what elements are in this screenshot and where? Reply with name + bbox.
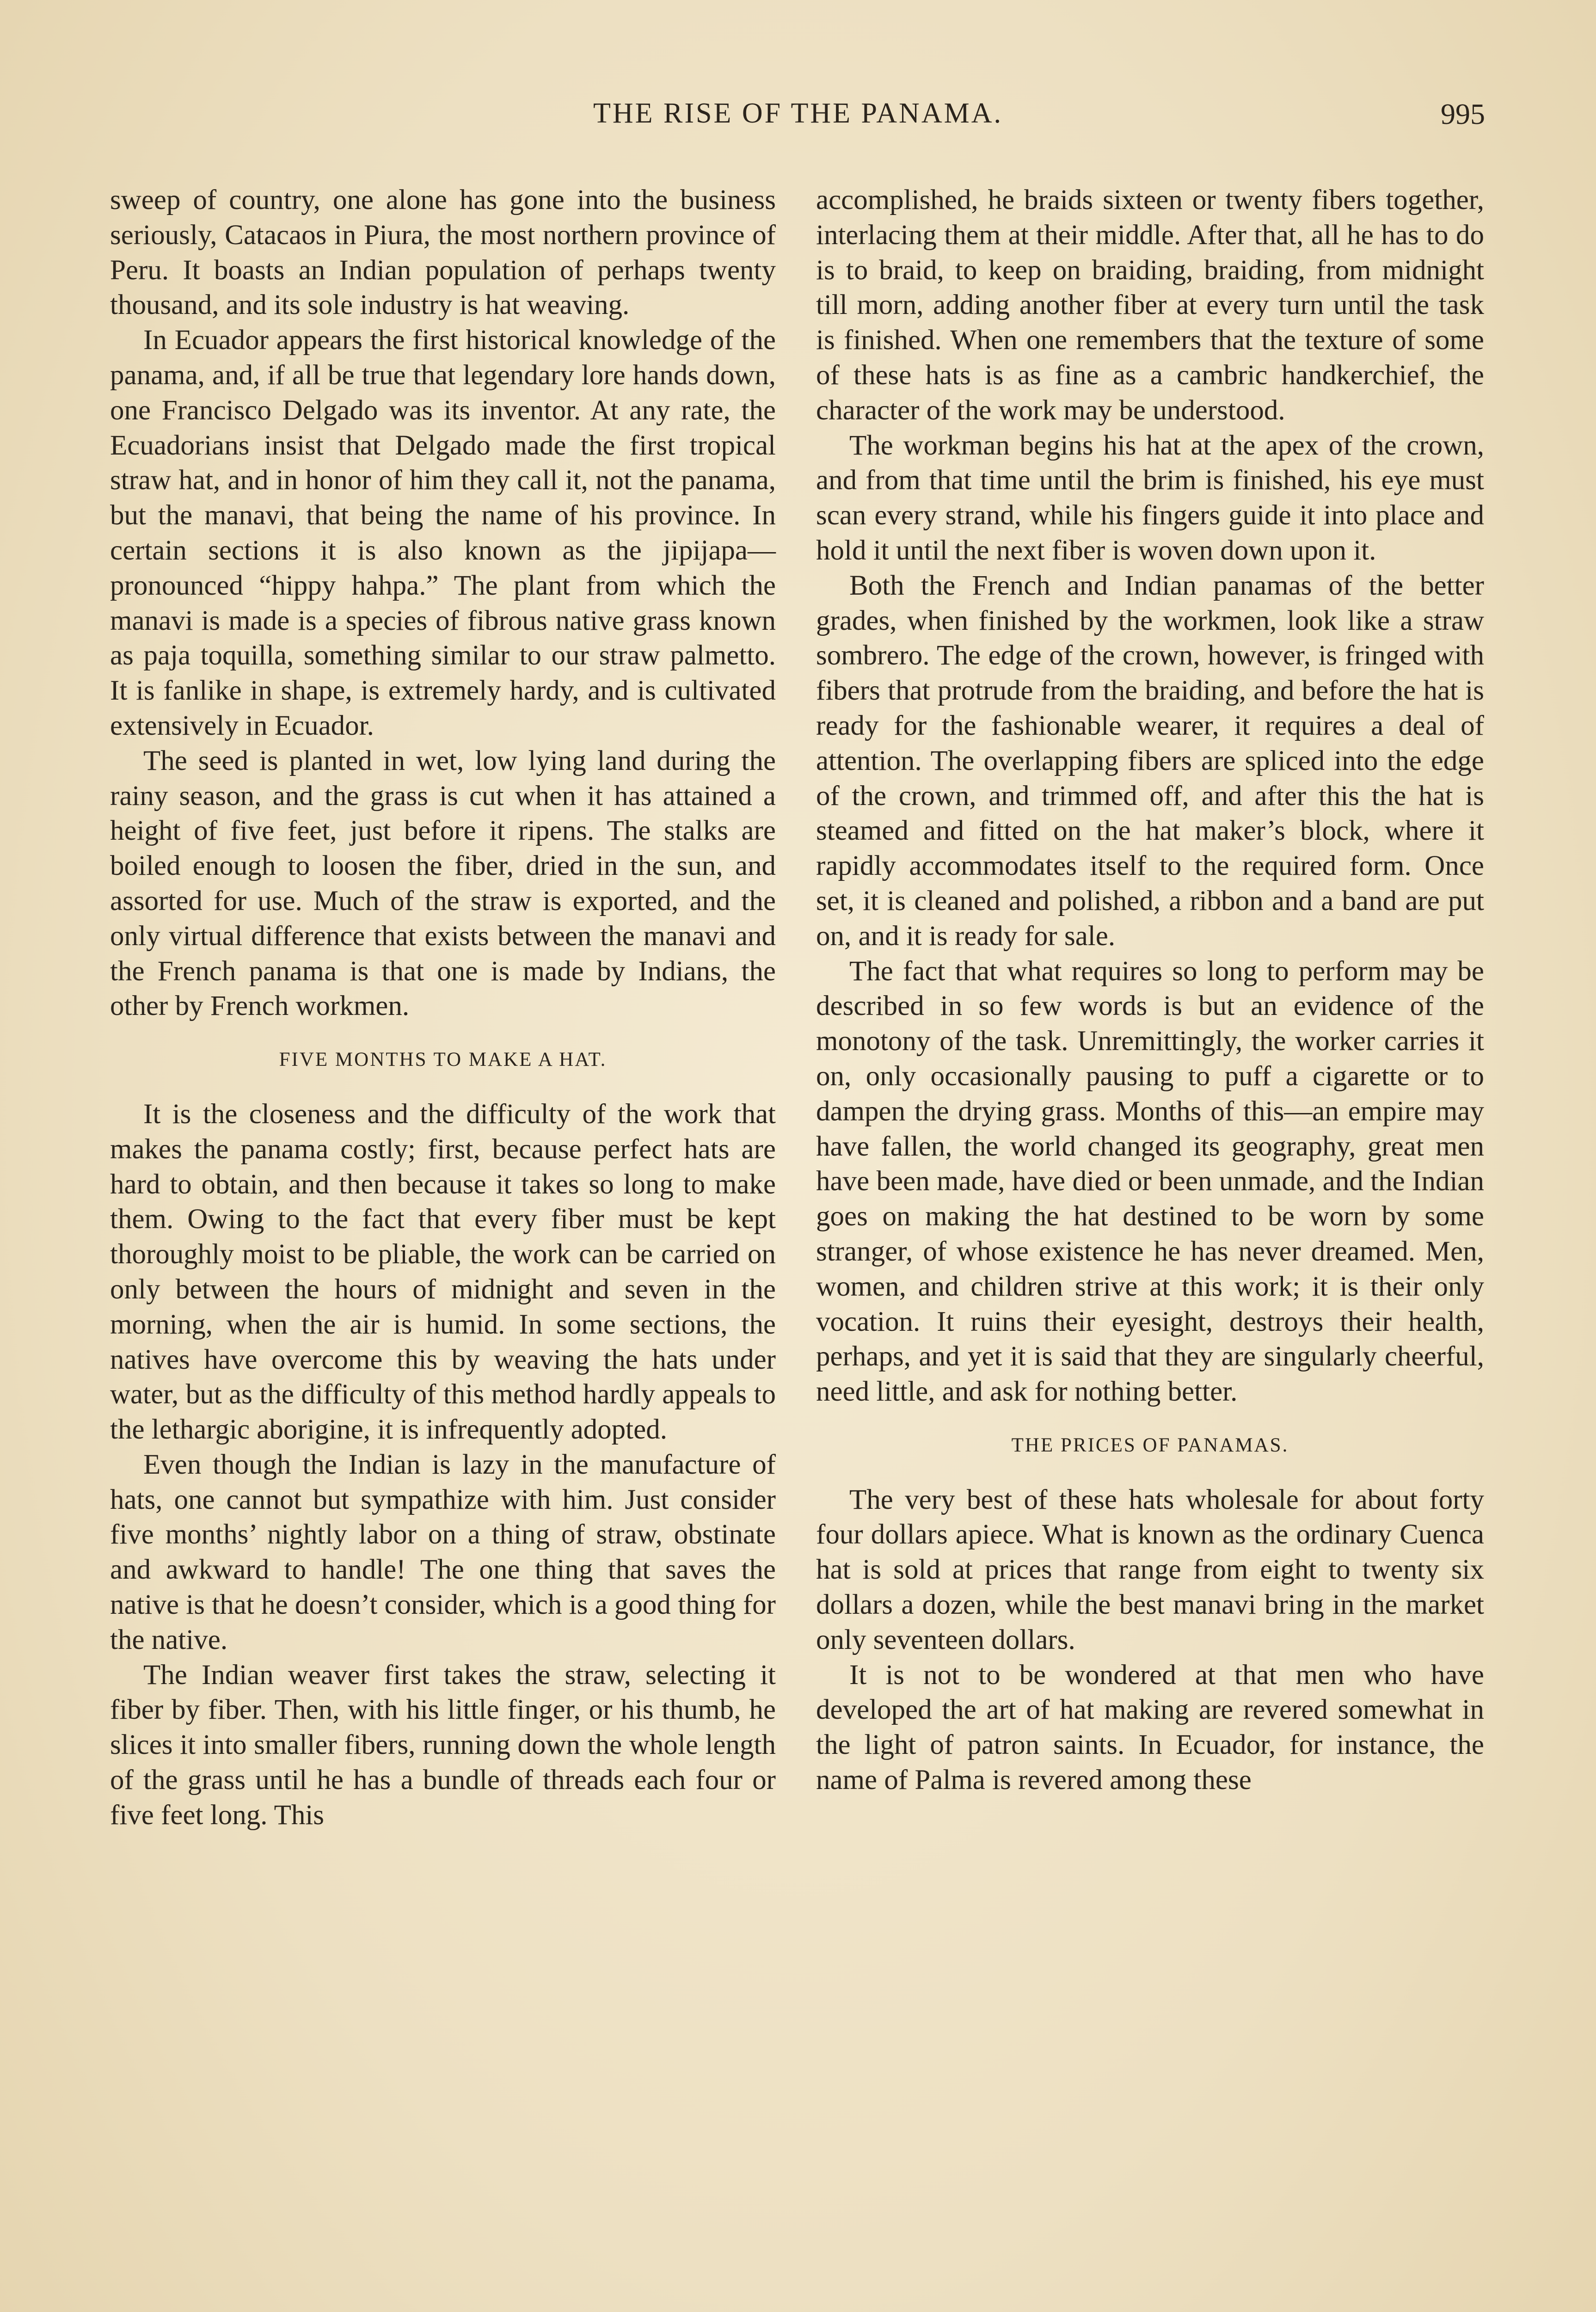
- paragraph: The Indian weaver first takes the straw, selecting it fiber by fiber. Then, with his little finger, or his thumb, he slices it into smaller fibers, running down the whole length of the grass until he has a bundle of threads each four or five feet long. This: [110, 1659, 776, 1831]
- running-title: THE RISE OF THE PANAMA.: [593, 98, 1003, 129]
- paragraph: sweep of country, one alone has gone into the business seriously, Catacaos in Piura, the most northern province of Peru. It boasts an Indian population of perhaps twenty thousand, and its sole industry is hat weaving.: [110, 184, 776, 321]
- paragraph: The seed is planted in wet, low lying land during the rainy season, and the grass is cut when it has attained a height of five feet, just before it ripens. The stalks are boiled enough to loosen the fiber, dried in the sun, and assorted for use. Much of the straw is exported, and the only virtual difference that exists between the manavi and the French panama is that one is made by Indians, the other by French workmen.: [110, 745, 776, 1022]
- paragraph: It is the closeness and the difficulty of the work that makes the panama costly; first, because perfect hats are hard to obtain, and then because it takes so long to make them. Owing to the fact that every fiber must be kept thoroughly moist to be pliable, the work can be carried on only between the hours of midnight and seven in the morning, when the air is humid. In some sections, the natives have overcome this by weaving the hats under water, but as the difficulty of this method hardly appeals to the lethargic aborigine, it is infrequently adopted.: [110, 1098, 776, 1445]
- paragraph: accomplished, he braids sixteen or twenty fibers together, interlacing them at their middle. After that, all he has to do is to braid, to keep on braiding, braiding, from midnight till morn, adding another fiber at every turn until the task is finished. When one remembers that the texture of some of these hats is as fine as a cambric handkerchief, the character of the work may be understood.: [816, 184, 1484, 426]
- paragraph: The fact that what requires so long to perform may be described in so few words is but an evidence of the monotony of the task. Unremittingly, the worker carries it on, only occasionally pausing to puff a cigarette or to dampen the drying grass. Months of this—an empire may have fallen, the world changed its geography, great men have been made, have died or been unmade, and the Indian goes on making the hat destined to be worn by some stranger, of whose existence he has never dreamed. Men, women, and children strive at this work; it is their only vocation. It ruins their eyesight, destroys their health, perhaps, and yet it is said that they are singularly cheerful, need little, and ask for nothing better.: [816, 955, 1484, 1408]
- paragraph: The workman begins his hat at the apex of the crown, and from that time until the brim is finished, his eye must scan every strand, while his fingers guide it into place and hold it until the next fiber is woven down upon it.: [816, 430, 1484, 566]
- paragraph: It is not to be wondered at that men who have developed the art of hat making are revered somewhat in the light of patron saints. In Ecuador, for instance, the name of Palma is revered among these: [816, 1659, 1484, 1796]
- right-column: [816, 183, 1484, 1798]
- left-column: [110, 183, 776, 1833]
- page-header: [111, 97, 1485, 148]
- paragraph: In Ecuador appears the first historical knowledge of the panama, and, if all be true that legendary lore hands down, one Francisco Delgado was its inventor. At any rate, the Ecuadorians insist that Delgado made the first tropical straw hat, and in honor of him they call it, not the panama, but the manavi, that being the name of his province. In certain sections it is also known as the jipijapa—pronounced “hippy hahpa.” The plant from which the manavi is made is a species of fibrous native grass known as paja toquilla, something similar to our straw palmetto. It is fanlike in shape, is extremely hardy, and is cultivated extensively in Ecuador.: [110, 325, 776, 741]
- paragraph: Both the French and Indian panamas of the better grades, when finished by the workmen, look like a straw sombrero. The edge of the crown, however, is fringed with fibers that protrude from the braiding, and before the hat is ready for the fashionable wearer, it requires a deal of attention. The overlapping fibers are spliced into the edge of the crown, and trimmed off, and after this the hat is steamed and fitted on the hat maker’s block, where it rapidly accommodates itself to the required form. Once set, it is cleaned and polished, a ribbon and a band are put on, and it is ready for sale.: [816, 570, 1484, 952]
- paragraph: The very best of these hats wholesale for about forty four dollars apiece. What is known as the ordinary Cuenca hat is sold at prices that range from eight to twenty six dollars a dozen, while the best manavi bring in the market only seventeen dollars.: [816, 1484, 1484, 1655]
- section-heading: FIVE MONTHS TO MAKE A HAT.: [279, 1049, 607, 1071]
- paragraph: Even though the Indian is lazy in the manufacture of hats, one cannot but sympathize with him. Just consider five months’ nightly labor on a thing of straw, obstinate and awkward to handle! The one thing that saves the native is that he doesn’t consider, which is a good thing for the native.: [110, 1449, 776, 1655]
- section-heading: THE PRICES OF PANAMAS.: [1011, 1434, 1289, 1456]
- page-number: 995: [1441, 98, 1485, 130]
